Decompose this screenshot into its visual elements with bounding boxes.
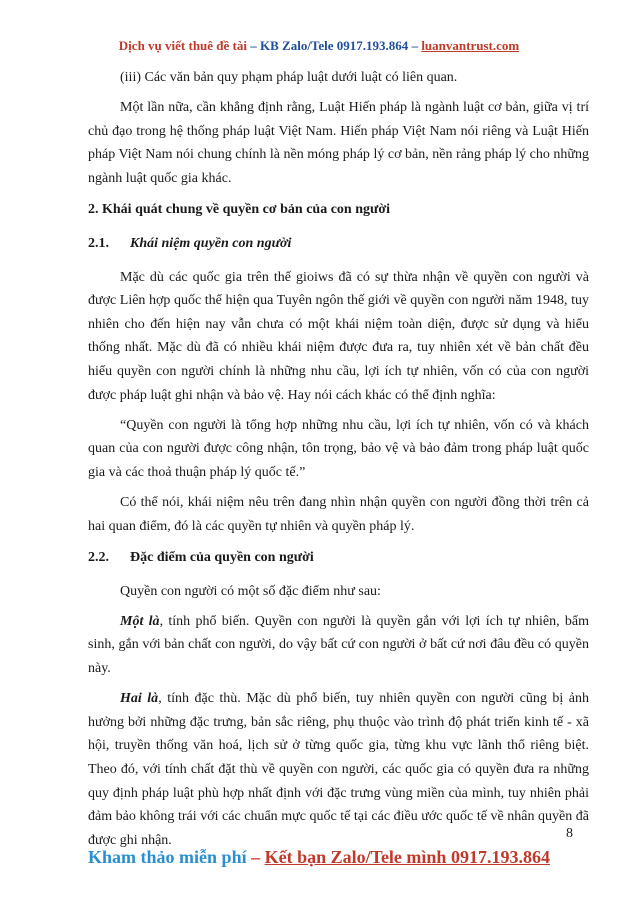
paragraph-features-intro: Quyền con người có một số đặc điểm như sau: — [120, 583, 381, 599]
feature-lead-2: Hai là — [120, 691, 159, 707]
section-heading-2: 2. Khái quát chung về quyền cơ bản của con người — [88, 202, 391, 218]
page-header — [0, 38, 638, 54]
header-separator-2: – — [408, 38, 422, 53]
paragraph-concept: Mặc dù các quốc gia trên thế gioiws đã có sự thừa nhận về quyền con người và được Liên hợp quốc thể hiện qua Tuyên ngôn thế giới về quyền con người năm 1948, tuy nhiên cho đến hiện nay vẫn chưa có một khái niệm toàn diện, được sử dụng và hiểu thống nhất. Mặc dù đã có nhiều khái niệm được đưa ra, tuy nhiên xét về bản chất đều hiểu quyền con người chính là những nhu cầu, lợi ích tự nhiên, vốn có của con người được pháp luật ghi nhận và bảo vệ. Hay nói cách khác có thể định nghĩa: — [88, 269, 589, 403]
subsection-title: Đặc điểm của quyền con người — [130, 550, 314, 566]
paragraph-legal-docs: (iii) Các văn bản quy phạm pháp luật dưới luật có liên quan. — [120, 70, 458, 85]
document-body — [88, 66, 589, 859]
footer-reference-text: Kham thảo miễn phí — [88, 847, 247, 867]
subsection-number: 2.1. — [88, 236, 109, 252]
header-contact-text: KB Zalo/Tele 0917.193.864 — [260, 38, 409, 53]
subsection-title: Khái niệm quyền con người — [130, 236, 292, 252]
footer-contact-link[interactable]: Kết bạn Zalo/Tele mình 0917.193.864 — [264, 847, 550, 867]
header-website-link[interactable]: luanvantrust.com — [421, 38, 520, 53]
page-number: 8 — [566, 826, 573, 841]
paragraph-feature-specific — [88, 687, 589, 852]
subsection-number: 2.2. — [88, 550, 109, 566]
feature-text-1: , tính phổ biến. Quyền con người là quyền gắn với lợi ích tự nhiên, bẩm sinh, gắn với bản chất con người, do vậy bất cứ con người ở bất cứ nơi đâu đều có quyền này. — [88, 613, 589, 677]
subsection-heading-2-1 — [88, 232, 589, 256]
feature-text-2: , tính đặc thù. Mặc dù phổ biến, tuy nhiên quyền con người cũng bị ảnh hưởng bởi những đặc trưng, bản sắc riêng, phụ thuộc vào trình độ phát triển kinh tế - xã hội, truyền thống văn hoá, lịch sử ở từng quốc gia, từng khu vực lãnh thổ riêng biệt. Theo đó, với tính chất đặt thù về quyền con người, các quốc gia có quyền đưa ra những quy định pháp luật phù hợp nhất định với đặc trưng vùng miền của mình, tuy nhiên phải đảm bảo không trái với các chuẩn mực quốc tế tại các điều ước quốc tế về nhân quyền đã được ghi nhận. — [88, 691, 589, 848]
paragraph-feature-universal — [88, 610, 589, 681]
footer-separator: – — [246, 847, 265, 867]
subsection-heading-2-2 — [88, 546, 589, 570]
paragraph-definition-quote: “Quyền con người là tổng hợp những nhu cầu, lợi ích tự nhiên, vốn có và khách quan của con người được công nhận, tôn trọng, bảo vệ và bảo đảm trong pháp luật quốc gia và các thoả thuận pháp lý quốc tế.” — [88, 417, 589, 480]
header-separator-1: – — [247, 38, 260, 53]
header-service-text: Dịch vụ viết thuê đề tài — [118, 38, 247, 53]
page-footer — [0, 847, 638, 868]
feature-lead-1: Một là — [120, 613, 160, 629]
paragraph-constitution-law: Một lần nữa, cần khẳng định rằng, Luật Hiến pháp là ngành luật cơ bản, giữa vị trí chủ đạo trong hệ thống pháp luật Việt Nam. Hiến pháp Việt Nam nói riêng và Luật Hiến pháp Việt Nam nói chung chính là nền móng pháp lý cơ bản, nền rảng pháp lý cho những ngành luật quốc gia khác. — [88, 100, 589, 186]
paragraph-concept-views: Có thể nói, khái niệm nêu trên đang nhìn nhận quyền con người đồng thời trên cả hai quan điểm, đó là các quyền tự nhiên và quyền pháp lý. — [88, 495, 589, 534]
